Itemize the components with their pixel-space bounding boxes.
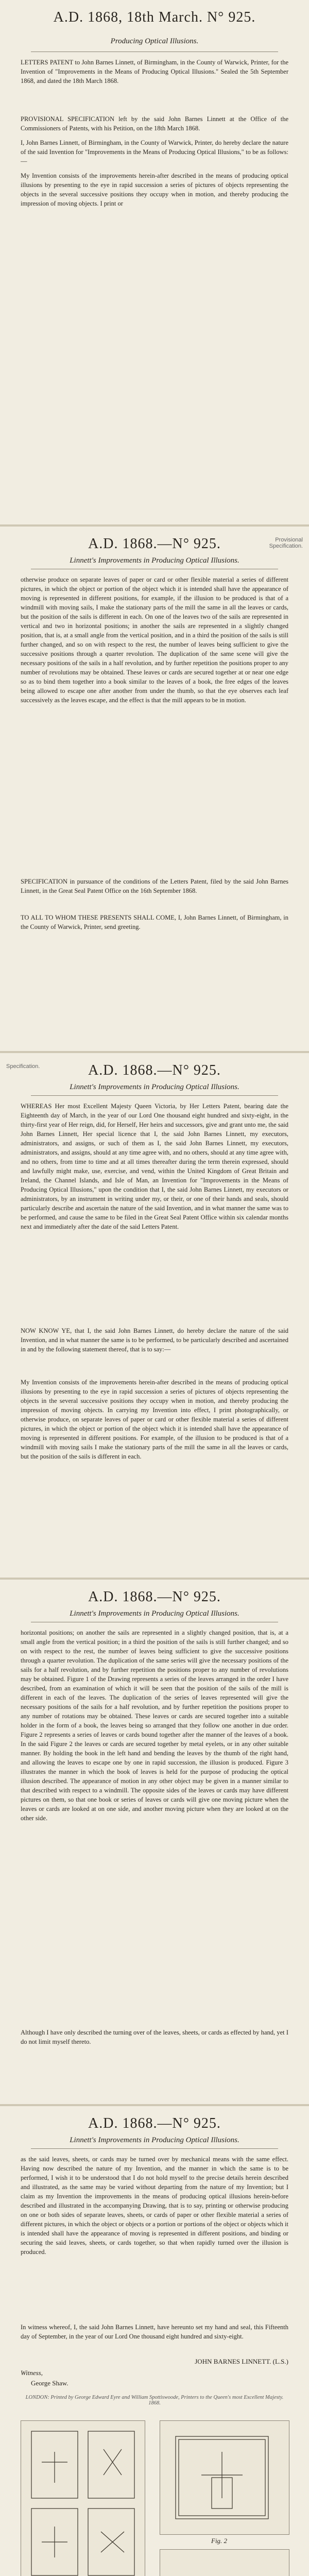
divider (31, 1095, 278, 1096)
page-subtitle: Linnett's Improvements in Producing Optical Illusions. (70, 1609, 239, 1618)
letters-patent-text: LETTERS PATENT to John Barnes Linnett, of Birmingham, in the County of Warwick, Printer, for the Invention of "Improvements in the Means of Producing Optical Illusions." Sealed the 5th September 1868, and dated the 18th March 1868. (21, 59, 288, 84)
to-all-text: TO ALL TO WHOM THESE PRESENTS SHALL COME, I, John Barnes Linnett, of Birmingham, in the County of Warwick, Printer, send greeting. (21, 914, 288, 930)
page-3 (0, 1053, 309, 1580)
body-text: as the said leaves, sheets, or cards may be turned over by mechanical means with the same effect. Having now described the nature of my Invention, and the manner in which the same is to be performed, I wish it to be understood that I do not hold myself to the precise details herein described and illustrated, as the same may be varied without departing from the nature of my Invention; but I claim as my Invention the improvements in the means of producing optical illusions herein-before described and illustrated in the accompanying Drawing, that is to say, printing or otherwise producing on one or both sides of separate leaves, sheets, or cards of paper or other flexible material a series of different pictures, in which the object or objects or a portion or portions of the object or objects which it is intended shall have the appearance of moving is represented in different positions, and binding or securing the said leaves, sheets, or cards together, so that when rapidly turned over the illusion is produced. (21, 2156, 288, 2256)
witness-name: George Shaw. (31, 2379, 68, 2387)
page-5 (0, 2106, 309, 2576)
body-text: horizontal positions; on another the sails are represented in a slightly changed position, that is, at a small angle from the vertical position; in a third the position of the sails is still further changed; and so on with respect to the rest, the number of leaves being sufficient to give the successive positions through a quarter revolution. The duplication of the same series will give the necessary positions of the sails for a half revolution, and by further repetition the positions proper to any number of revolutions may be obtained. Figure 1 of the Drawing represents a series of the leaves arranged in the order I have described, from an examination of which it will be seen that the position of the sails of the mill is different in each of the leaves. The duplication of the series of leaves represented will give the necessary positions of the sails for a half revolution, and by further repetition the positions proper to any number of rotations may be obtained. These leaves or cards are secured together into a suitable holder in the form of a book, the leaves being so arranged that they follow one another in due order. Figure 2 represents a series of leaves or cards bound together after the manner of the leaves of a book. In the said Figure 2 the leaves or cards are secured together by metal eyelets, or in any other suitable manner. By holding the book in the left hand and bending the leaves by the thumb of the right hand, and allowing the leaves to escape one by one in rapid succession, the illusion is produced. Figure 3 illustrates the manner in which the book of leaves is held for the purpose of producing the optical illusion described. The appearance of motion in any other object may be given in a manner similar to that described with respect to a windmill. The opposite sides of the leaves or cards may have different pictures on them, so that one book or series of leaves or cards will give one moving picture when the leaves or cards are looked at on one side, and another moving picture when they are looked at on the other side. (21, 1629, 288, 1822)
whereas-text: WHEREAS Her most Excellent Majesty Queen Victoria, by Her Letters Patent, bearing date the Eighteenth day of March, in the year of our Lord One thousand eight hundred and sixty-eight, in the thirty-first year of Her reign, did, for Herself, Her heirs and successors, give and grant unto me, the said John Barnes Linnett, Her special licence that I, the said John Barnes Linnett, my executors, administrators, and assigns, or such of them as I, the said John Barnes Linnett, my executors, administrators, and assigns, should at any time agree with, and no others, should at any time agree with, and no others, from time to time and at all times thereafter during the term therein expressed, should and lawfully might make, use, exercise, and vend, within the United Kingdom of Great Britain and Ireland, the Channel Islands, and Isle of Man, an Invention for "Improvements in the Means of Producing Optical Illusions," upon the condition that I, the said John Barnes Linnett, my executors or administrators, by an instrument in writing under my, or their, or one of their hands and seals, should particularly describe and ascertain the nature of the said Invention, and in what manner the same was to be performed, and cause the same to be filed in the Great Seal Patent Office within six calendar months next and immediately after the date of the said Letters Patent. (21, 1103, 288, 1230)
intro-text: I, John Barnes Linnett, of Birmingham, in the County of Warwick, Printer, do hereby declare the nature of the said Invention for "Improvements in the Means of Producing Optical Illusions," to be as follows:— (21, 139, 288, 165)
witness-text: In witness whereof, I, the said John Barnes Linnett, have hereunto set my hand and seal, this Fifteenth day of September, in the year of our Lord One thousand eight hundred and sixty-eight. (21, 2324, 288, 2340)
specification-text: SPECIFICATION in pursuance of the conditions of the Letters Patent, filed by the said John Barnes Linnett, in the Great Seal Patent Office on the 16th September 1868. (21, 878, 288, 894)
page-subtitle: Linnett's Improvements in Producing Optical Illusions. (70, 556, 239, 565)
body-text-2: Although I have only described the turning over of the leaves, sheets, or cards as effected by hand, yet I do not limit myself thereto. (21, 2029, 288, 2045)
page-header: A.D. 1868.—N° 925. (88, 1062, 221, 1078)
figure-caption-2: Fig. 2 (211, 2537, 228, 2545)
figure-drawing-3 (160, 2549, 289, 2576)
divider (31, 2148, 278, 2149)
witness-label: Witness, (21, 2369, 43, 2377)
page-subtitle: Producing Optical Illusions. (110, 37, 199, 45)
figure-drawing-2 (160, 2420, 289, 2535)
bound-book-drawing (160, 2421, 289, 2534)
signature: JOHN BARNES LINNETT. (L.S.) (195, 2358, 288, 2365)
page-2 (0, 527, 309, 1053)
provisional-spec-text: PROVISIONAL SPECIFICATION left by the said John Barnes Linnett at the Office of the Commissioners of Patents, with his Petition, on the 18th March 1868. (21, 115, 288, 132)
page-subtitle: Linnett's Improvements in Producing Optical Illusions. (70, 1083, 239, 1091)
page-subtitle: Linnett's Improvements in Producing Optical Illusions. (70, 2136, 239, 2144)
body-text: My Invention consists of the improvements herein-after described in the means of producing optical illusions by presenting to the eye in rapid succession a series of pictures of objects representing the objects in the several successive positions they occupy when in motion, and thereby producing the impression of moving objects. I print or (21, 172, 288, 207)
page-4 (0, 1580, 309, 2106)
page-header: A.D. 1868.—N° 925. (88, 2115, 221, 2131)
windmill-series-drawing (21, 2421, 145, 2576)
figure-drawing-1 (21, 2420, 145, 2576)
page-header: A.D. 1868.—N° 925. (88, 536, 221, 552)
margin-note: Specification. (6, 1063, 40, 1070)
body-text: otherwise produce on separate leaves of paper or card or other flexible material a series of different pictures, in which the object or portion of the object which it is intended shall have the appearance of moving is represented in different positions, for example, if the illusion to be produced is that of a windmill with moving sails, I make the stationary parts of the mill the same in all the leaves or cards, but the position of the sails is different in each. On one of the leaves two of the sails are represented in vertical and two in horizontal positions; in another the sails are represented in a slightly changed position, that is, at a small angle from the vertical position, and in a third the position of the sails is still further changed, and so on with respect to the rest, the number of leaves being sufficient to give the successive positions through a quarter revolution. The duplication of the same scene will give the necessary positions of the sails in a half revolution, and by further repetition the positions proper to any number of revolutions may be obtained. These leaves or cards are secured together at or near one edge so as to bind them together into a book similar to the leaves of a book, the free edges of the leaves being allowed to escape one after another from under the thumb, so that the eye observes each leaf successively as the leaves escape, and the effect is that the mill appears to be in motion. (21, 576, 288, 704)
page-1 (0, 0, 309, 527)
margin-note: Provisional Specification. (269, 537, 303, 549)
body-text: My Invention consists of the improvements herein-after described in the means of producing optical illusions by presenting to the eye in rapid succession a series of pictures of objects representing the objects in the several successive positions they occupy when in motion, and thereby producing the impression of moving objects. In carrying my Invention into effect, I print photographically, or otherwise produce, on separate leaves of paper or card or other flexible material a series of different pictures, in which the object or portion of the object which it is intended shall have the appearance of moving is represented in different positions. For example, of the illusion to be produced is that of a windmill with moving sails I make the stationary parts of the mill the same in all the leaves or cards, but the position of the sails is different in each. (21, 1379, 288, 1460)
page-header: A.D. 1868, 18th March. N° 925. (53, 9, 256, 25)
now-know-text: NOW KNOW YE, that I, the said John Barnes Linnett, do hereby declare the nature of the said Invention, and in what manner the same is to be performed, to be particularly described and ascertained in and by the following statement thereof, that is to say:— (21, 1327, 288, 1353)
printer-note: LONDON: Printed by George Edward Eyre and William Spottiswoode, Printers to the Queen's most Excellent Majesty. 1868. (25, 2395, 284, 2406)
hand-held-book-drawing (160, 2550, 289, 2576)
page-header: A.D. 1868.—N° 925. (88, 1589, 221, 1605)
